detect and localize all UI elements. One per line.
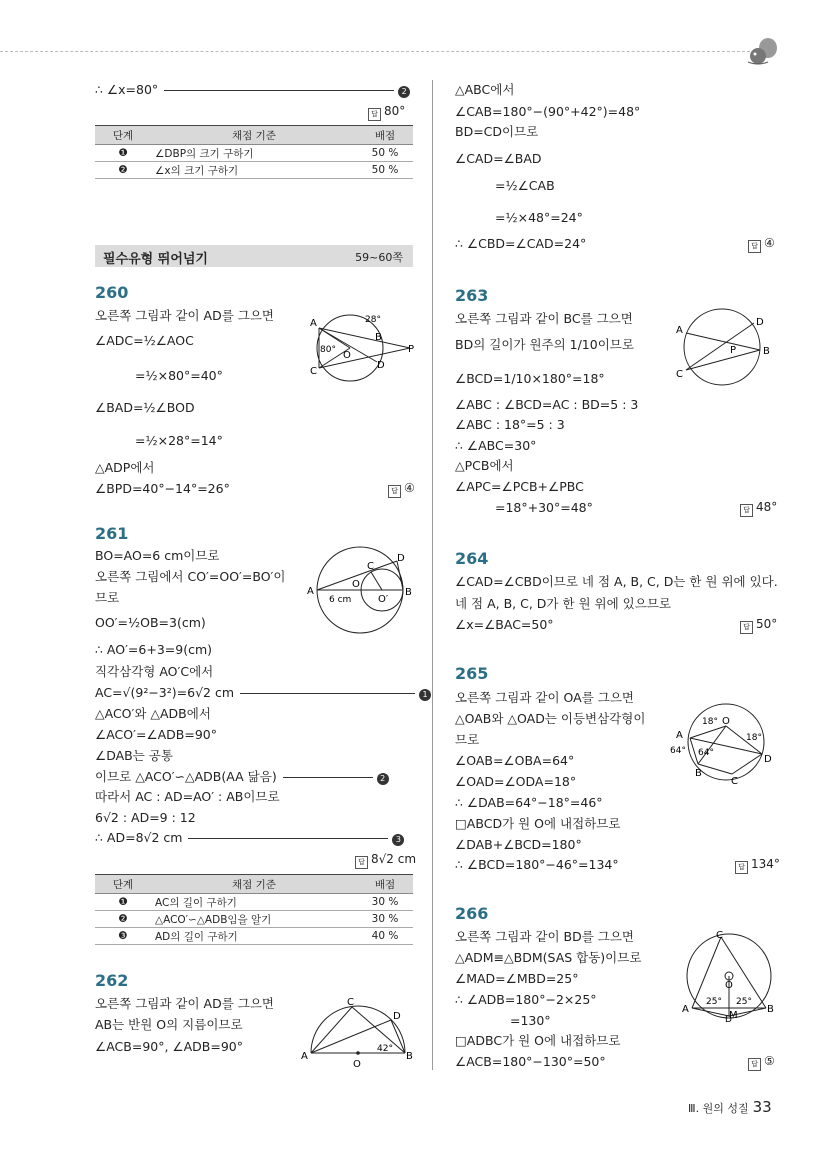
svg-text:A: A (301, 1051, 308, 1062)
problem-264-number: 264 (455, 549, 489, 568)
p265-line: 오른쪽 그림과 같이 OA를 그으면 (455, 690, 634, 705)
top-conclusion-line: ∴ ∠x=80° 2 (95, 82, 410, 98)
svg-text:P: P (730, 345, 737, 356)
p266-line: ∠MAD=∠MBD=25° (455, 971, 579, 986)
svg-text:D: D (756, 317, 764, 328)
svg-text:B: B (405, 587, 412, 598)
figure-260 (305, 308, 420, 388)
step-3-icon: 3 (392, 834, 404, 846)
p263-line: =18°+30°=48° (495, 500, 593, 515)
p260-line: =½×28°=14° (135, 433, 223, 448)
figure-262 (297, 995, 422, 1070)
p263-line: ∠ABC : ∠BCD=AC : BD=5 : 3 (455, 397, 639, 412)
p266-line: △ADM≡△BDM(SAS 합동)이므로 (455, 950, 642, 965)
p264-line: ∠x=∠BAC=50° (455, 617, 554, 632)
chapter-label: Ⅲ. 원의 성질 (688, 1102, 749, 1115)
figure-261 (305, 545, 420, 635)
step-2-icon: 2 (398, 86, 410, 98)
p263-line: BD의 길이가 원주의 1/10이므로 (455, 337, 634, 352)
p262-cont-line: ∠CAD=∠BAD (455, 151, 542, 166)
svg-text:P: P (408, 344, 415, 355)
grading-table-1: 단계 채점 기준 배점 ❶ ∠DBP의 크기 구하기 50 % ❷ ∠x의 크기 구하기 50 % (95, 125, 413, 179)
svg-text:80°: 80° (320, 345, 336, 355)
p262-cont-line: ∴ ∠CBD=∠CAD=24° (455, 236, 587, 251)
svg-text:B: B (406, 1051, 413, 1062)
svg-text:C: C (310, 366, 317, 377)
column-divider (432, 80, 433, 1070)
svg-text:B: B (763, 346, 770, 357)
p266-line: ∠ACB=180°−130°=50° (455, 1054, 606, 1069)
svg-text:C: C (347, 997, 354, 1008)
p263-line: △PCB에서 (455, 458, 514, 473)
svg-text:25°: 25° (736, 997, 752, 1007)
problem-263-number: 263 (455, 286, 489, 305)
header-rule (0, 51, 760, 52)
answer-top: 답 80° (368, 104, 405, 121)
p262-cont-line: ∠CAB=180°−(90°+42°)=48° (455, 104, 641, 119)
svg-text:A: A (676, 325, 683, 336)
p261-line: ∴ AD=8√2 cm 3 (95, 830, 404, 846)
svg-text:A: A (676, 730, 683, 741)
p260-line: △ADP에서 (95, 460, 155, 475)
svg-text:18°: 18° (702, 717, 718, 727)
svg-text:A: A (682, 1004, 689, 1015)
p265-line: ∴ ∠BCD=180°−46°=134° (455, 857, 619, 872)
p263-line: ∠BCD=1/10×180°=18° (455, 371, 605, 386)
svg-text:A: A (310, 318, 317, 329)
svg-text:6 cm: 6 cm (329, 595, 352, 605)
answer-260: 답 ④ (388, 481, 415, 498)
p260-line: ∠ADC=½∠AOC (95, 333, 194, 348)
svg-text:B: B (767, 1004, 774, 1015)
page-number: 33 (752, 1098, 772, 1116)
p260-line: ∠BAD=½∠BOD (95, 400, 195, 415)
p261-line: ∠DAB는 공통 (95, 748, 173, 763)
svg-text:D: D (764, 754, 772, 765)
svg-text:C: C (367, 561, 374, 572)
p262-cont-line: △ABC에서 (455, 82, 515, 97)
p261-line: △ACO′와 △ADB에서 (95, 706, 211, 721)
p262-line: 오른쪽 그림과 같이 AD를 그으면 (95, 996, 274, 1011)
answer-265: 답 134° (735, 857, 780, 874)
p261-line: AC=√(9²−3²)=6√2 cm 1 (95, 685, 431, 701)
p263-line: ∠APC=∠PCB+∠PBC (455, 479, 584, 494)
p262-cont-line: =½∠CAB (495, 178, 555, 193)
section-header: 필수유형 뛰어넘기 59~60쪽 (95, 245, 413, 267)
p260-line: =½×80°=40° (135, 368, 223, 383)
answer-261: 답 8√2 cm (355, 852, 416, 869)
svg-text:O: O (353, 1059, 361, 1070)
svg-text:28°: 28° (365, 315, 381, 325)
svg-text:O: O (343, 350, 351, 361)
svg-text:64°: 64° (670, 746, 686, 756)
p262-cont-line: BD=CD이므로 (455, 124, 539, 139)
svg-text:M: M (729, 1010, 738, 1021)
svg-text:B: B (695, 768, 702, 779)
figure-263 (672, 305, 782, 390)
svg-text:O: O (352, 579, 360, 590)
p266-line: =130° (510, 1013, 551, 1028)
p264-line: 네 점 A, B, C, D가 한 원 위에 있으므로 (455, 596, 671, 611)
svg-text:A: A (307, 586, 314, 597)
p261-line: OO′=½OB=3(cm) (95, 615, 206, 630)
p261-line: 므로 (95, 590, 120, 605)
p265-line: △OAB와 △OAD는 이등변삼각형이 (455, 711, 646, 726)
step-2-icon: 2 (377, 773, 389, 785)
svg-text:18°: 18° (746, 733, 762, 743)
p261-line: ∴ AO′=6+3=9(cm) (95, 642, 213, 657)
p261-line: 따라서 AC : AD=AO′ : AB이므로 (95, 789, 280, 804)
p265-line: ∠DAB+∠BCD=180° (455, 837, 582, 852)
p262-cont-line: =½×48°=24° (495, 210, 583, 225)
svg-text:O′: O′ (378, 594, 389, 605)
answer-264: 답 50° (740, 617, 777, 634)
grading-table-2: 단계 채점 기준 배점 ❶ AC의 길이 구하기 30 % ❷ △ACO′∽△ADB임을 알기 30 % ❸ AD의 길이 구하기 40 % (95, 874, 413, 945)
problem-261-number: 261 (95, 524, 129, 543)
p264-line: ∠CAD=∠CBD이므로 네 점 A, B, C, D는 한 원 위에 있다. (455, 574, 778, 589)
svg-text:D: D (397, 553, 405, 564)
svg-text:D: D (725, 1015, 732, 1023)
svg-text:C: C (676, 369, 683, 380)
p266-line: □ADBC가 원 O에 내접하므로 (455, 1033, 621, 1048)
step-1-icon: 1 (419, 689, 431, 701)
p265-line: □ABCD가 원 O에 내접하므로 (455, 816, 621, 831)
p260-line: 오른쪽 그림과 같이 AD를 그으면 (95, 308, 274, 323)
p265-line: ∴ ∠DAB=64°−18°=46° (455, 795, 603, 810)
answer-263: 답 48° (740, 500, 777, 517)
svg-text:O: O (722, 716, 730, 727)
svg-text:42°: 42° (377, 1044, 393, 1054)
problem-262-number: 262 (95, 971, 129, 990)
answer-262: 답 ④ (748, 236, 775, 253)
p265-line: ∠OAB=∠OBA=64° (455, 753, 575, 768)
svg-text:B: B (375, 332, 382, 343)
svg-text:64°: 64° (698, 748, 714, 758)
problem-265-number: 265 (455, 664, 489, 683)
p263-line: ∴ ∠ABC=30° (455, 438, 537, 453)
svg-text:C: C (731, 776, 738, 787)
p266-line: ∴ ∠ADB=180°−2×25° (455, 992, 597, 1007)
p262-line: AB는 반원 O의 지름이므로 (95, 1017, 243, 1032)
p265-line: 므로 (455, 732, 480, 747)
p266-line: 오른쪽 그림과 같이 BD를 그으면 (455, 929, 634, 944)
p261-line: 직각삼각형 AO′C에서 (95, 664, 214, 679)
p262-line: ∠ACB=90°, ∠ADB=90° (95, 1039, 244, 1054)
svg-text:O: O (725, 980, 733, 991)
problem-260-number: 260 (95, 283, 129, 302)
p261-line: 6√2 : AD=9 : 12 (95, 810, 196, 825)
figure-266 (678, 928, 783, 1023)
svg-text:C: C (716, 930, 723, 941)
p261-line: BO=AO=6 cm이므로 (95, 548, 220, 563)
svg-text:D: D (393, 1011, 401, 1022)
p260-line: ∠BPD=40°−14°=26° (95, 481, 230, 496)
svg-text:D: D (377, 360, 385, 371)
p261-line: ∠ACO′=∠ADB=90° (95, 727, 218, 742)
p261-line: 오른쪽 그림에서 CO′=OO′=BO′이 (95, 569, 286, 584)
figure-265 (668, 700, 783, 790)
p265-line: ∠OAD=∠ODA=18° (455, 774, 577, 789)
p263-line: 오른쪽 그림과 같이 BC를 그으면 (455, 311, 633, 326)
p261-line: 이므로 △ACO′∽△ADB(AA 닮음) 2 (95, 769, 389, 785)
p263-line: ∠ABC : 18°=5 : 3 (455, 417, 565, 432)
problem-266-number: 266 (455, 904, 489, 923)
svg-text:25°: 25° (706, 997, 722, 1007)
answer-266: 답 ⑤ (748, 1054, 775, 1071)
squirrel-mascot-icon (746, 36, 780, 68)
page-footer (688, 1098, 772, 1116)
